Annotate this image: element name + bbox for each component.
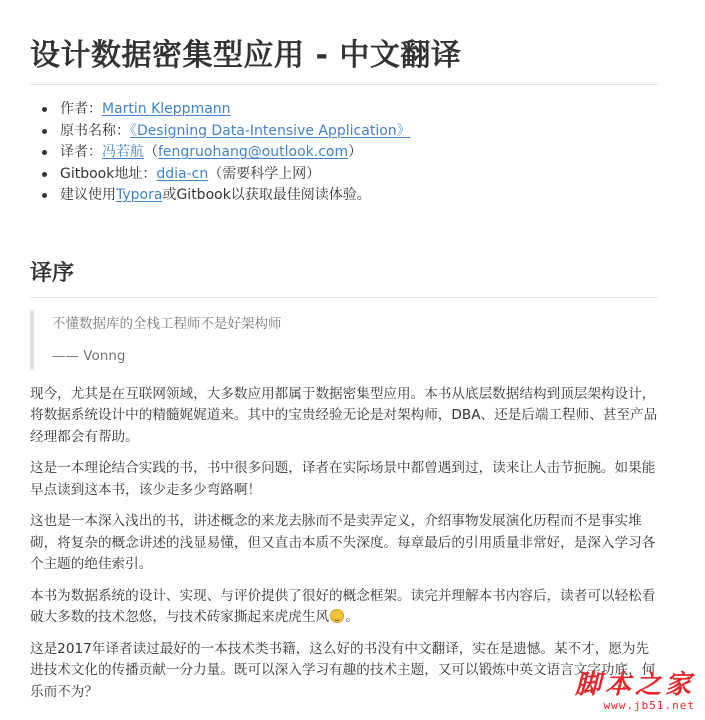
preface-divider	[30, 297, 658, 298]
list-item-translator	[60, 142, 658, 164]
paragraph-4-end: 。	[345, 609, 359, 625]
page-title: 设计数据密集型应用 - 中文翻译	[30, 38, 462, 73]
author-link[interactable]: Martin Kleppmann	[102, 101, 231, 117]
typora-link[interactable]: Typora	[116, 187, 163, 203]
gitbook-note: （需要科学上网）	[208, 165, 321, 182]
list-item-author	[60, 99, 658, 121]
preface-body	[30, 384, 658, 704]
gitbook-link[interactable]: ddia-cn	[156, 165, 209, 182]
gitbook-label: Gitbook地址：	[60, 165, 157, 182]
preface-heading: 译序	[30, 260, 75, 286]
watermark-brand: 脚本之家	[574, 670, 695, 700]
preface-paragraph-2: 这是一本理论结合实践的书，书中很多问题，译者在实际场景中都曾遇到过，读来让人击节扼腕。如果能早点读到这本书，该少走多少弯路啊！	[30, 460, 656, 498]
translator-label: 译者：	[60, 144, 102, 160]
quote-text: 不懂数据库的全栈工程师不是好架构师	[52, 315, 282, 332]
translator-link[interactable]: 冯若航	[102, 144, 144, 160]
watermark-url: www.jb51.net	[603, 699, 695, 712]
list-item-suggestion	[60, 185, 658, 207]
suggest-prefix: 建议使用	[60, 187, 116, 203]
preface-paragraph-5: 这是2017年译者读过最好的一本技术类书籍，这么好的书没有中文翻译，实在是遗憾。某不才，愿为先进技术文化的传播贡献一分力量。既可以深入学习有趣的技术主题，又可以锻炼中英文语言文字功底，何乐而不为？	[30, 640, 656, 700]
rofl-emoji-icon	[330, 609, 344, 623]
original-title-label: 原书名称：	[60, 122, 130, 139]
title-divider	[30, 84, 658, 85]
preface-paragraph-3: 这也是一本深入浅出的书，讲述概念的来龙去脉而不是卖弄定义，介绍事物发展演化历程而不是事实堆砌，将复杂的概念讲述的浅显易懂，但又直击本质不失深度。每章最后的引用质量非常好，是深入学习各个主题的绝佳索引。	[30, 513, 656, 572]
author-label: 作者：	[60, 101, 102, 117]
epigraph-quote	[30, 310, 658, 370]
paragraph-4-text: 本书为数据系统的设计、实现、与评价提供了很好的概念框架。读完并理解本书内容后，读者可以轻松看破大多数的技术忽悠，与技术砖家撕起来虎虎生风	[30, 587, 656, 625]
translator-paren-open: （	[144, 144, 158, 160]
document	[30, 0, 658, 703]
preface-paragraph-4	[30, 586, 658, 629]
site-watermark	[575, 671, 695, 712]
quote-attribution: —— Vonng	[52, 347, 126, 364]
translator-paren-close: ）	[348, 144, 363, 160]
suggest-suffix: 或Gitbook以获取最佳阅读体验。	[162, 187, 371, 203]
book-meta-list	[30, 99, 658, 207]
original-title-link[interactable]: 《Designing Data-Intensive Application》	[130, 122, 411, 139]
list-item-original-title	[60, 121, 658, 143]
preface-paragraph-1: 现今，尤其是在互联网领域，大多数应用都属于数据密集型应用。本书从底层数据结构到顶层架构设计，将数据系统设计中的精髓娓娓道来。其中的宝贵经验无论是对架构师，DBA、还是后端工程师、甚至产品经理都会有帮助。	[30, 385, 658, 445]
translator-email-link[interactable]: fengruohang@outlook.com	[158, 144, 349, 160]
list-item-gitbook	[60, 164, 658, 186]
